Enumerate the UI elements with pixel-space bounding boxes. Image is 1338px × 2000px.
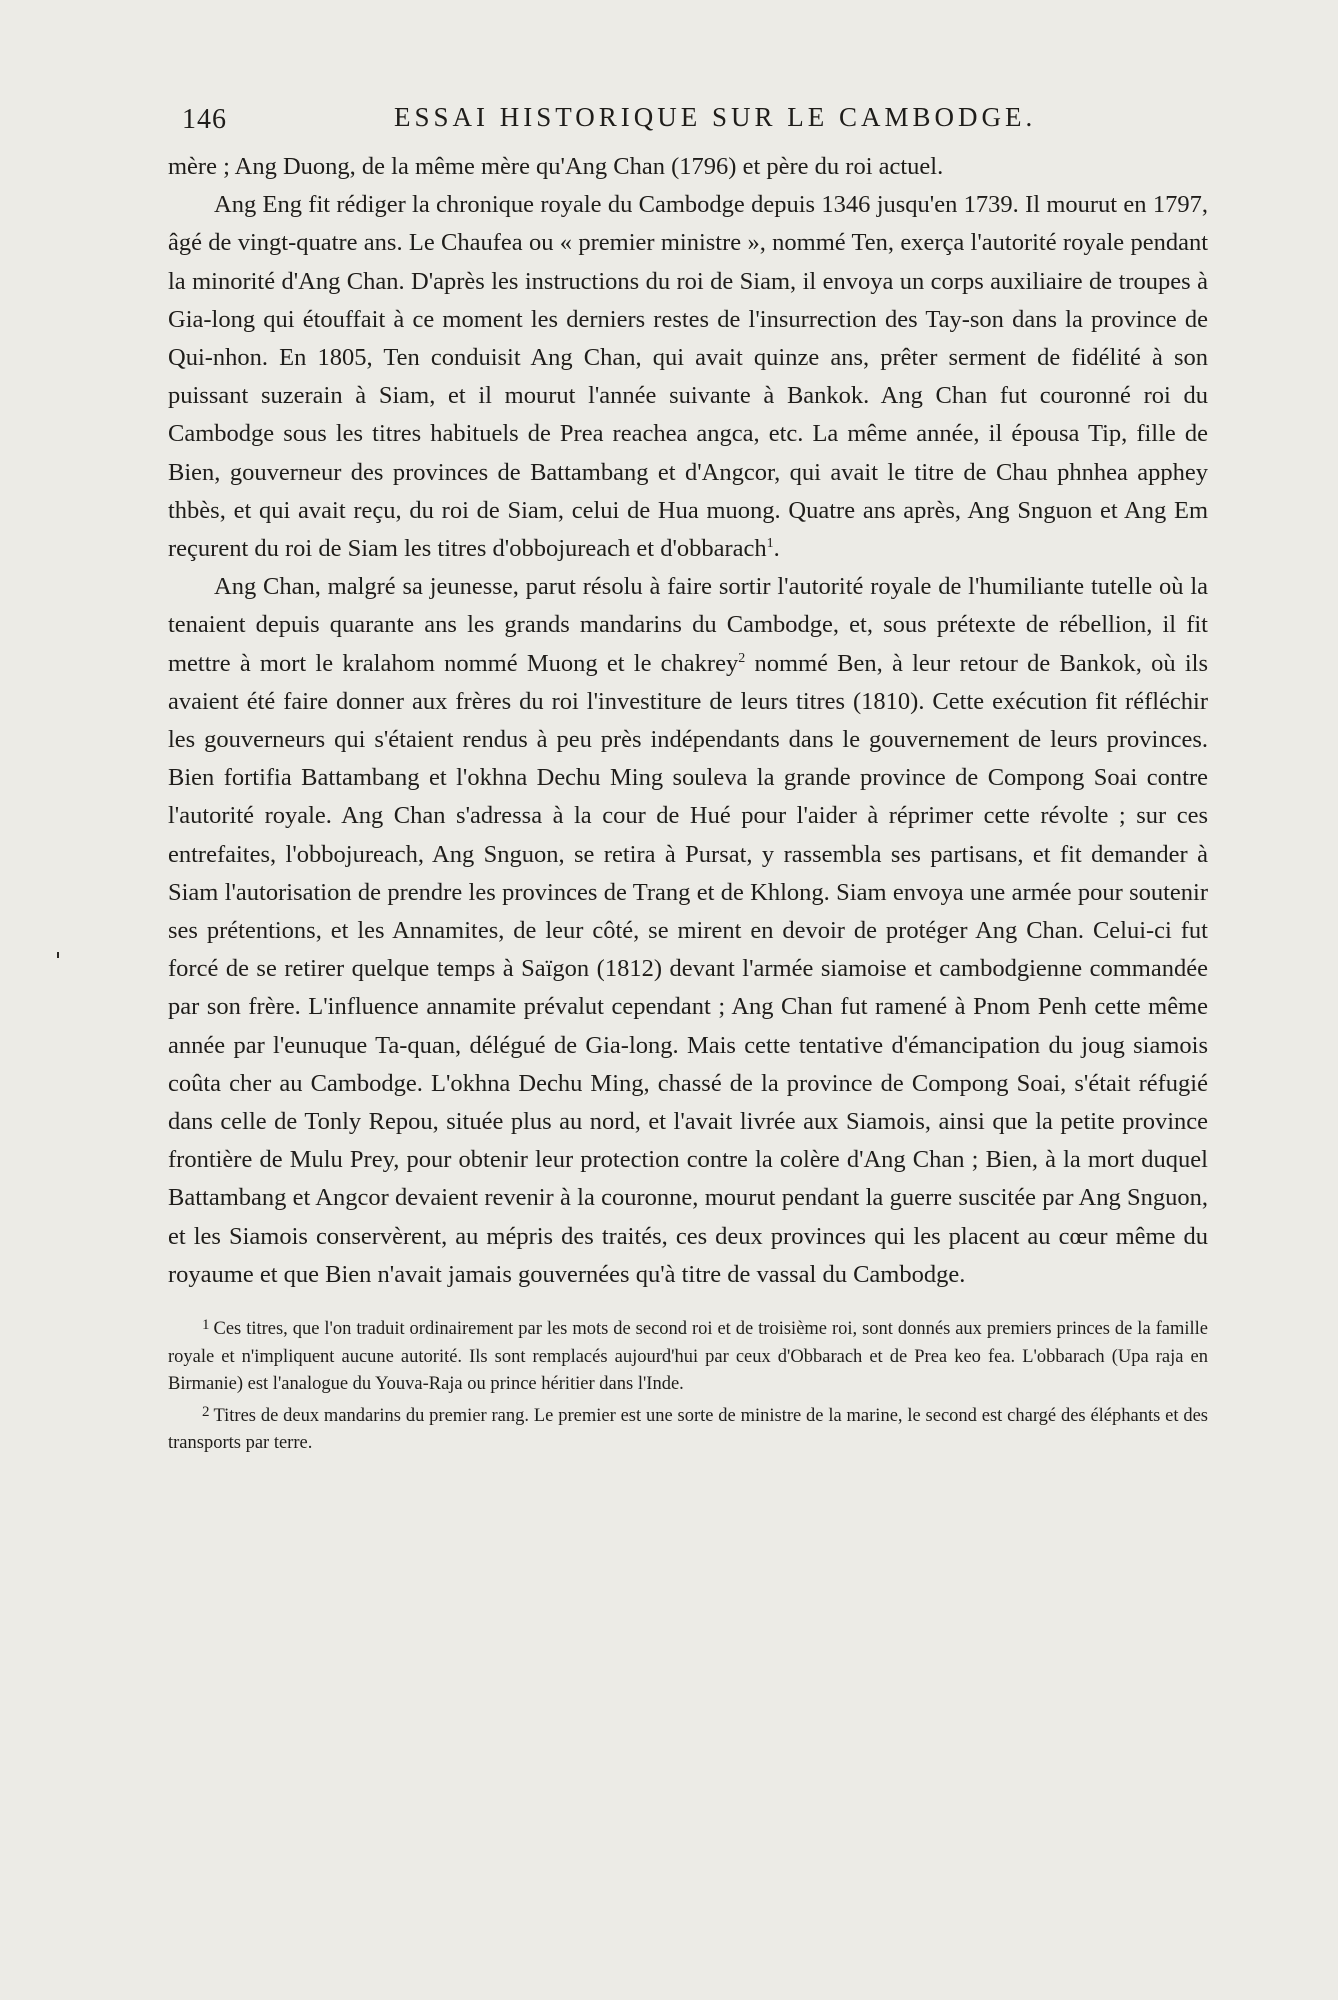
body-text bbox=[168, 148, 1208, 1294]
paragraph-continuation bbox=[168, 148, 1208, 186]
running-title: ESSAI HISTORIQUE SUR LE CAMBODGE. bbox=[394, 102, 1037, 132]
page-header bbox=[168, 98, 1208, 138]
paragraph-text: mère ; Ang Duong, de la même mère qu'Ang Chan (1796) et père du roi actuel. bbox=[168, 153, 944, 180]
footnote-ref: 1 bbox=[766, 536, 774, 552]
footnote-text: Titres de deux mandarins du premier rang. Le premier est une sorte de ministre de la marine, le second est chargé des éléphants et des transports par terre. bbox=[168, 1405, 1208, 1454]
page-number: 146 bbox=[182, 104, 227, 135]
footnote-marker: 1 bbox=[202, 1317, 210, 1334]
footnote-1 bbox=[168, 1316, 1208, 1399]
footnote-2 bbox=[168, 1403, 1208, 1458]
paper-speck bbox=[57, 952, 59, 958]
paragraph-text-end: nommé Ben, à leur retour de Bankok, où ils avaient été faire donner aux frères du roi l'investiture de leurs titres (1810). Cette exécution fit réfléchir les gouverneurs qui s'étaient rendus à peu près indépendants dans le gouvernement de leurs provinces. Bien fortifia Battambang et l'okhna Dechu Ming souleva la grande province de Compong Soai contre l'autorité royale. Ang Chan s'adressa à la cour de Hué pour l'aider à réprimer cette révolte ; sur ces entrefaites, l'obbojureach, Ang Snguon, se retira à Pursat, y rassembla ses partisans, et fit demander à Siam l'autorisation de prendre les provinces de Trang et de Khlong. Siam envoya une armée pour soutenir ses prétentions, et les Annamites, de leur côté, se mirent en devoir de protéger Ang Chan. Celui-ci fut forcé de se retirer quelque temps à Saïgon (1812) devant l'armée siamoise et cambodgienne commandée par son frère. L'influence annamite prévalut cependant ; Ang Chan fut ramené à Pnom Penh cette même année par l'eunuque Ta-quan, délégué de Gia-long. Mais cette tentative d'émancipation du joug siamois coûta cher au Cambodge. L'okhna Dechu Ming, chassé de la province de Compong Soai, s'était réfugié dans celle de Tonly Repou, située plus au nord, et l'avait livrée aux Siamois, ainsi que la petite province frontière de Mulu Prey, pour obtenir leur protection contre la colère d'Ang Chan ; Bien, à la mort duquel Battambang et Angcor devaient revenir à la couronne, mourut pendant la guerre suscitée par Ang Snguon, et les Siamois conservèrent, au mépris des traités, ces deux provinces qui les placent au cœur même du royaume et que Bien n'avait jamais gouvernées qu'à titre de vassal du Cambodge. bbox=[168, 649, 1208, 1288]
footnote-ref: 2 bbox=[738, 650, 746, 666]
paragraph bbox=[168, 186, 1208, 568]
paragraph-text: Ang Eng fit rédiger la chronique royale du Cambodge depuis 1346 jusqu'en 1739. Il mourut en 1797, âgé de vingt-quatre ans. Le Chaufea ou « premier ministre », nommé Ten, exerça l'autorité royale pendant la minorité d'Ang Chan. D'après les instructions du roi de Siam, il envoya un corps auxiliaire de troupes à Gia-long qui étouffait à ce moment les derniers restes de l'insurrection des Tay-son dans la province de Qui-nhon. En 1805, Ten conduisit Ang Chan, qui avait quinze ans, prêter serment de fidélité à son puissant suzerain à Siam, et il mourut l'année suivante à Bankok. Ang Chan fut couronné roi du Cambodge sous les titres habituels de Prea reachea angca, etc. La même année, il épousa Tip, fille de Bien, gouverneur des provinces de Battambang et d'Angcor, qui avait le titre de Chau phnhea apphey thbès, et qui avait reçu, du roi de Siam, celui de Hua muong. Quatre ans après, Ang Snguon et Ang Em reçurent du roi de Siam les titres d'obbojureach et d'obbarach bbox=[168, 191, 1208, 563]
footnote-marker: 2 bbox=[202, 1403, 210, 1420]
paragraph bbox=[168, 568, 1208, 1294]
paragraph-text-end: . bbox=[773, 535, 780, 563]
paragraph-text: Ang Chan, malgré sa jeunesse, parut résolu à faire sortir l'autorité royale de l'humiliante tutelle où la tenaient depuis quarante ans les grands mandarins du Cambodge, et, sous prétexte de rébellion, il fit mettre à mort le kralahom nommé Muong et le chakrey bbox=[168, 573, 1208, 677]
footnotes bbox=[168, 1316, 1208, 1458]
footnote-text: Ces titres, que l'on traduit ordinairement par les mots de second roi et de troisième roi, sont donnés aux premiers princes de la famille royale et n'impliquent aucune autorité. Ils sont remplacés aujourd'hui par ceux d'Obbarach et de Prea keo fea. L'obbarach (Upa raja en Birmanie) est l'analogue du Youva-Raja ou prince héritier dans l'Inde. bbox=[168, 1319, 1208, 1395]
book-page bbox=[168, 98, 1208, 1458]
